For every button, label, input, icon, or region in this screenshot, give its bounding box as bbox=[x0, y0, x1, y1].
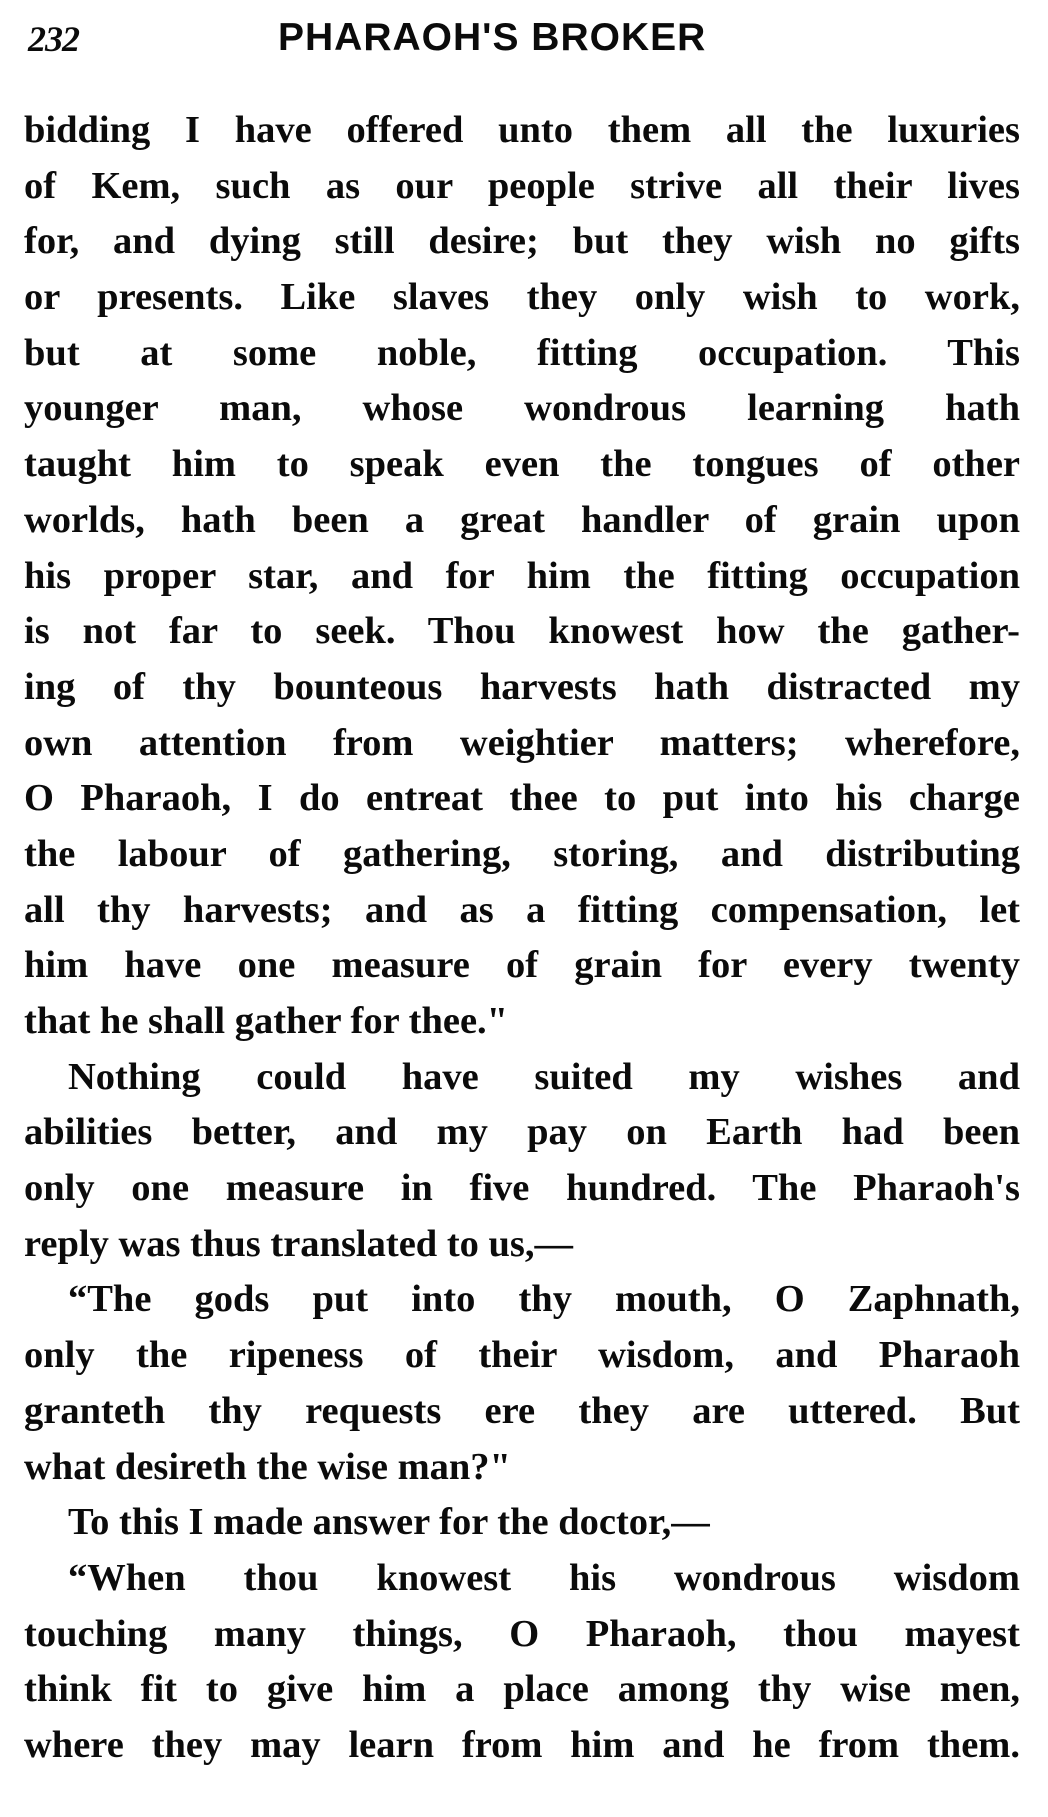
text-line: his proper star, and for him the fitting occupation bbox=[24, 554, 1020, 597]
text-line: where they may learn from him and he from them. bbox=[24, 1723, 1020, 1766]
text-line: reply was thus translated to us,— bbox=[24, 1222, 574, 1265]
text-line: of Kem, such as our people strive all their lives bbox=[24, 164, 1020, 207]
text-line: touching many things, O Pharaoh, thou mayest bbox=[24, 1612, 1020, 1655]
paragraph-start-line: “The gods put into thy mouth, O Zaphnath, bbox=[68, 1278, 1020, 1321]
text-line: for, and dying still desire; but they wish no gifts bbox=[24, 220, 1020, 263]
text-line: that he shall gather for thee." bbox=[24, 1000, 509, 1042]
text-line: or presents. Like slaves they only wish to work, bbox=[24, 276, 1020, 319]
text-line: own attention from weightier matters; wherefore, bbox=[24, 721, 1020, 764]
text-line: bidding I have offered unto them all the luxuries bbox=[24, 109, 1020, 151]
text-line: the labour of gathering, storing, and distributing bbox=[24, 832, 1020, 875]
text-line: but at some noble, fitting occupation. This bbox=[24, 331, 1020, 374]
text-line: ing of thy bounteous harvests hath distracted my bbox=[24, 665, 1020, 708]
text-line: taught him to speak even the tongues of other bbox=[24, 443, 1020, 486]
text-line: think fit to give him a place among thy wise men, bbox=[24, 1668, 1020, 1711]
text-line: what desireth the wise man?" bbox=[24, 1445, 511, 1488]
text-line: abilities better, and my pay on Earth had been bbox=[24, 1111, 1020, 1154]
body-text bbox=[24, 103, 1020, 1774]
text-line: only one measure in five hundred. The Pharaoh's bbox=[24, 1167, 1020, 1210]
paragraph-start-line: Nothing could have suited my wishes and bbox=[68, 1055, 1020, 1098]
text-line: is not far to seek. Thou knowest how the gather- bbox=[24, 610, 1020, 653]
text-line: all thy harvests; and as a fitting compensation, let bbox=[24, 888, 1020, 931]
text-line: O Pharaoh, I do entreat thee to put into his charge bbox=[24, 777, 1020, 820]
page-number: 232 bbox=[28, 19, 79, 59]
paragraph-start-line: “When thou knowest his wondrous wisdom bbox=[68, 1556, 1020, 1599]
paragraph-start-line: To this I made answer for the doctor,— bbox=[68, 1501, 710, 1544]
page-header bbox=[28, 12, 1020, 72]
running-title: PHARAOH'S BROKER bbox=[278, 16, 707, 59]
text-line: him have one measure of grain for every twenty bbox=[24, 944, 1020, 987]
text-line: only the ripeness of their wisdom, and Pharaoh bbox=[24, 1334, 1020, 1377]
text-line: granteth thy requests ere they are uttered. But bbox=[24, 1389, 1020, 1432]
text-line: worlds, hath been a great handler of grain upon bbox=[24, 498, 1020, 541]
text-line: younger man, whose wondrous learning hath bbox=[24, 387, 1020, 430]
